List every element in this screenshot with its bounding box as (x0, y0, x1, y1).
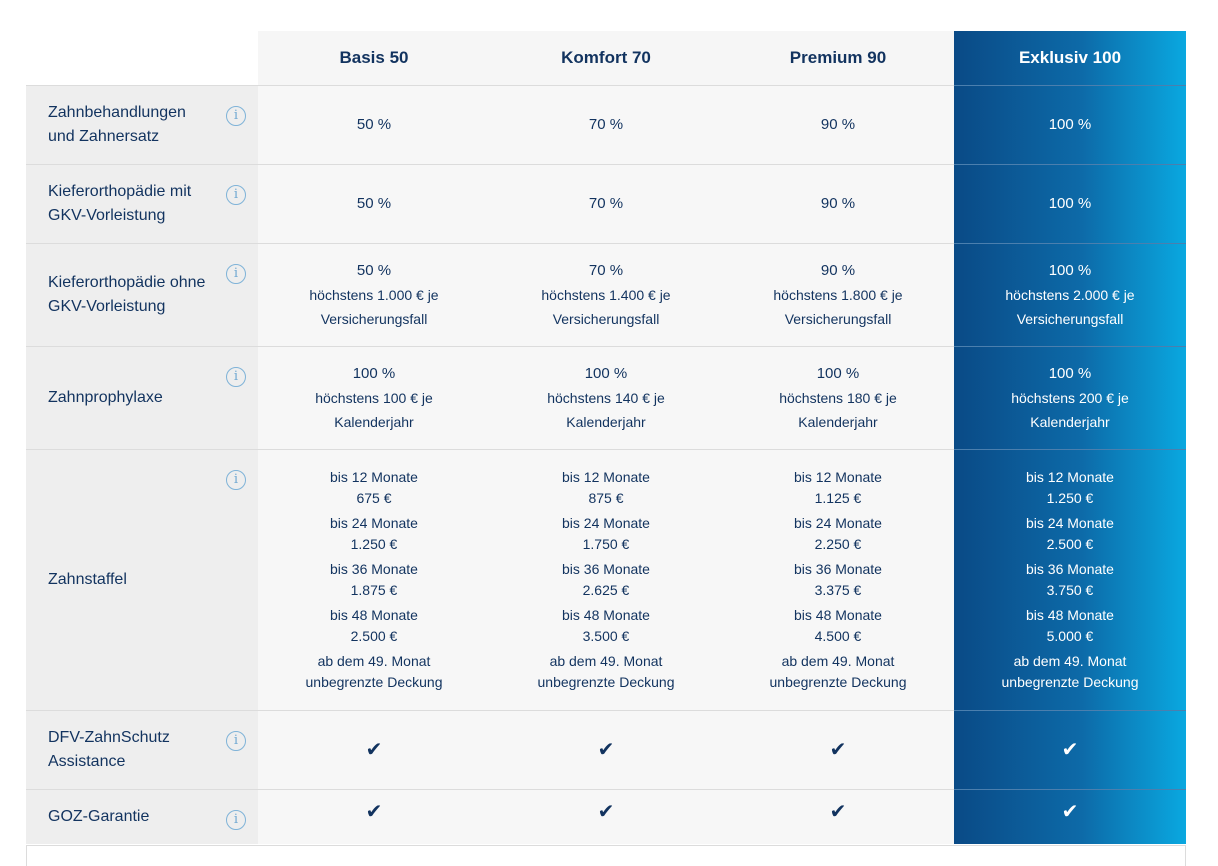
staffel-period: ab dem 49. Monat (1013, 653, 1127, 669)
staffel-amount: 4.500 € (814, 628, 862, 644)
table-cell (722, 347, 954, 449)
staffel-amount: 2.500 € (350, 628, 398, 644)
staffel-amount: 3.500 € (582, 628, 630, 644)
table-row-kfo-ohne-gkv (26, 243, 1186, 346)
cell-note: höchstens 180 € je (779, 390, 897, 406)
cell-value: 100 % (352, 365, 396, 382)
staffel-period: ab dem 49. Monat (549, 653, 663, 669)
row-label (26, 244, 258, 346)
plan-header-premium: Premium 90 (722, 31, 954, 85)
staffel-step (794, 513, 882, 555)
table-cell-highlight (954, 243, 1186, 346)
staffel-amount: 1.250 € (1046, 490, 1094, 506)
cell-note: Kalenderjahr (334, 414, 414, 430)
row-label (26, 711, 258, 789)
table-cell (722, 450, 954, 710)
staffel-amount: 1.125 € (814, 490, 862, 506)
table-cell (258, 86, 490, 164)
info-icon[interactable]: i (226, 367, 246, 387)
comparison-table (26, 31, 1186, 844)
table-cell-highlight (954, 85, 1186, 164)
staffel-step (306, 651, 443, 693)
cell-value: 50 % (356, 262, 392, 279)
cell-value: 100 % (1048, 262, 1092, 279)
row-label (26, 790, 258, 844)
staffel-step (770, 651, 907, 693)
staffel-period: bis 36 Monate (1026, 561, 1114, 577)
table-cell (490, 86, 722, 164)
cell-note: Versicherungsfall (320, 311, 428, 327)
cell-value: 70 % (588, 195, 624, 212)
table-cell (258, 450, 490, 710)
staffel-period: bis 48 Monate (330, 607, 418, 623)
checkmark-icon: ✔ (1061, 739, 1079, 761)
info-icon[interactable]: i (226, 106, 246, 126)
cell-note: höchstens 1.400 € je (541, 287, 671, 303)
staffel-period: bis 24 Monate (330, 515, 418, 531)
table-cell (258, 244, 490, 346)
table-cell-highlight (954, 346, 1186, 449)
staffel-period: bis 24 Monate (1026, 515, 1114, 531)
staffel-period: bis 48 Monate (1026, 607, 1114, 623)
staffel-step (330, 559, 418, 601)
plan-header-komfort: Komfort 70 (490, 31, 722, 85)
row-label-text: DFV-ZahnSchutz Assistance (48, 729, 170, 770)
cell-note: höchstens 100 € je (315, 390, 433, 406)
table-cell (722, 165, 954, 243)
table-row-kfo-mit-gkv (26, 164, 1186, 243)
staffel-period: bis 48 Monate (794, 607, 882, 623)
table-row-assistance (26, 710, 1186, 789)
staffel-step (562, 605, 650, 647)
staffel-step (538, 651, 675, 693)
row-label (26, 86, 258, 164)
staffel-amount: 1.750 € (582, 536, 630, 552)
row-label-text: Zahnprophylaxe (48, 389, 163, 406)
row-label-text: Kieferorthopädie ohne GKV-Vorleistung (48, 274, 206, 315)
staffel-step (1026, 467, 1114, 509)
staffel-period: ab dem 49. Monat (781, 653, 895, 669)
cell-value: 100 % (584, 365, 628, 382)
staffel-amount: unbegrenzte Deckung (1001, 674, 1139, 690)
checkmark-icon: ✔ (365, 801, 383, 823)
info-icon[interactable]: i (226, 264, 246, 284)
table-cell (722, 244, 954, 346)
table-cell-highlight (954, 449, 1186, 710)
staffel-amount: 875 € (588, 490, 624, 506)
staffel-step (794, 559, 882, 601)
cell-note: höchstens 1.800 € je (773, 287, 903, 303)
staffel-step (794, 605, 882, 647)
staffel-amount: 1.875 € (350, 582, 398, 598)
info-icon[interactable]: i (226, 731, 246, 751)
cell-note: höchstens 200 € je (1011, 390, 1129, 406)
cell-note: Versicherungsfall (552, 311, 660, 327)
staffel-period: bis 12 Monate (330, 469, 418, 485)
cell-value: 50 % (356, 116, 392, 133)
staffel-step (1002, 651, 1139, 693)
staffel-step (1026, 605, 1114, 647)
staffel-step (1026, 559, 1114, 601)
staffel-amount: 675 € (356, 490, 392, 506)
info-icon[interactable]: i (226, 185, 246, 205)
staffel-amount: 1.250 € (350, 536, 398, 552)
cell-note: höchstens 140 € je (547, 390, 665, 406)
checkmark-icon: ✔ (597, 801, 615, 823)
staffel-amount: 5.000 € (1046, 628, 1094, 644)
cell-value: 100 % (816, 365, 860, 382)
table-cell (722, 790, 954, 844)
staffel-amount: unbegrenzte Deckung (769, 674, 907, 690)
info-icon[interactable]: i (226, 810, 246, 830)
staffel-step (562, 467, 650, 509)
staffel-period: bis 12 Monate (794, 469, 882, 485)
staffel-amount: 2.625 € (582, 582, 630, 598)
table-cell (722, 711, 954, 789)
table-row-zahnbehandlungen (26, 85, 1186, 164)
cell-note: Kalenderjahr (798, 414, 878, 430)
staffel-period: bis 48 Monate (562, 607, 650, 623)
cell-note: Versicherungsfall (784, 311, 892, 327)
staffel-period: bis 36 Monate (794, 561, 882, 577)
cell-note: höchstens 2.000 € je (1005, 287, 1135, 303)
checkmark-icon: ✔ (597, 739, 615, 761)
table-cell-highlight (954, 789, 1186, 844)
staffel-period: bis 24 Monate (794, 515, 882, 531)
staffel-step (562, 559, 650, 601)
cell-value: 100 % (1048, 195, 1092, 212)
checkmark-icon: ✔ (365, 739, 383, 761)
table-cell (490, 165, 722, 243)
cell-value: 90 % (820, 262, 856, 279)
staffel-amount: 3.375 € (814, 582, 862, 598)
cell-value: 90 % (820, 195, 856, 212)
table-cell-highlight (954, 164, 1186, 243)
row-label-text: GOZ-Garantie (48, 808, 150, 825)
staffel-step (1026, 513, 1114, 555)
table-cell (258, 711, 490, 789)
staffel-step (330, 513, 418, 555)
plan-header-row (26, 31, 1186, 85)
cell-value: 100 % (1048, 116, 1092, 133)
row-label-text: Kieferorthopädie mit GKV-Vorleistung (48, 183, 192, 224)
cell-value: 50 % (356, 195, 392, 212)
staffel-step (562, 513, 650, 555)
staffel-amount: 3.750 € (1046, 582, 1094, 598)
table-cell (490, 244, 722, 346)
plan-header-basis: Basis 50 (258, 31, 490, 85)
table-cell (258, 165, 490, 243)
staffel-amount: unbegrenzte Deckung (537, 674, 675, 690)
cell-note: Versicherungsfall (1016, 311, 1124, 327)
staffel-step (330, 467, 418, 509)
checkmark-icon: ✔ (829, 739, 847, 761)
staffel-amount: unbegrenzte Deckung (305, 674, 443, 690)
staffel-amount: 2.250 € (814, 536, 862, 552)
table-row-zahnprophylaxe (26, 346, 1186, 449)
cell-note: höchstens 1.000 € je (309, 287, 439, 303)
checkmark-icon: ✔ (829, 801, 847, 823)
row-label (26, 450, 258, 710)
table-row-goz-garantie (26, 789, 1186, 844)
staffel-period: bis 36 Monate (330, 561, 418, 577)
cell-note: Kalenderjahr (1030, 414, 1110, 430)
row-label-text: Zahnstaffel (48, 571, 127, 588)
checkmark-icon: ✔ (1061, 801, 1079, 823)
table-cell (490, 790, 722, 844)
staffel-period: bis 36 Monate (562, 561, 650, 577)
cell-value: 100 % (1048, 365, 1092, 382)
staffel-period: bis 12 Monate (562, 469, 650, 485)
staffel-period: ab dem 49. Monat (317, 653, 431, 669)
plan-header-exklusiv: Exklusiv 100 (954, 31, 1186, 85)
table-cell (258, 790, 490, 844)
table-cell (258, 347, 490, 449)
staffel-period: bis 24 Monate (562, 515, 650, 531)
row-label (26, 165, 258, 243)
row-label-text: Zahnbehandlungen und Zahnersatz (48, 104, 186, 145)
cell-value: 70 % (588, 262, 624, 279)
staffel-step (330, 605, 418, 647)
table-cell (722, 86, 954, 164)
staffel-step (794, 467, 882, 509)
cell-note: Kalenderjahr (566, 414, 646, 430)
table-cell (490, 711, 722, 789)
header-spacer (26, 31, 258, 85)
table-cell (490, 450, 722, 710)
cell-value: 90 % (820, 116, 856, 133)
staffel-amount: 2.500 € (1046, 536, 1094, 552)
cell-value: 70 % (588, 116, 624, 133)
info-icon[interactable]: i (226, 470, 246, 490)
table-row-zahnstaffel (26, 449, 1186, 710)
staffel-period: bis 12 Monate (1026, 469, 1114, 485)
table-cell (490, 347, 722, 449)
row-label (26, 347, 258, 449)
table-footer-border (26, 845, 1186, 866)
table-cell-highlight (954, 710, 1186, 789)
